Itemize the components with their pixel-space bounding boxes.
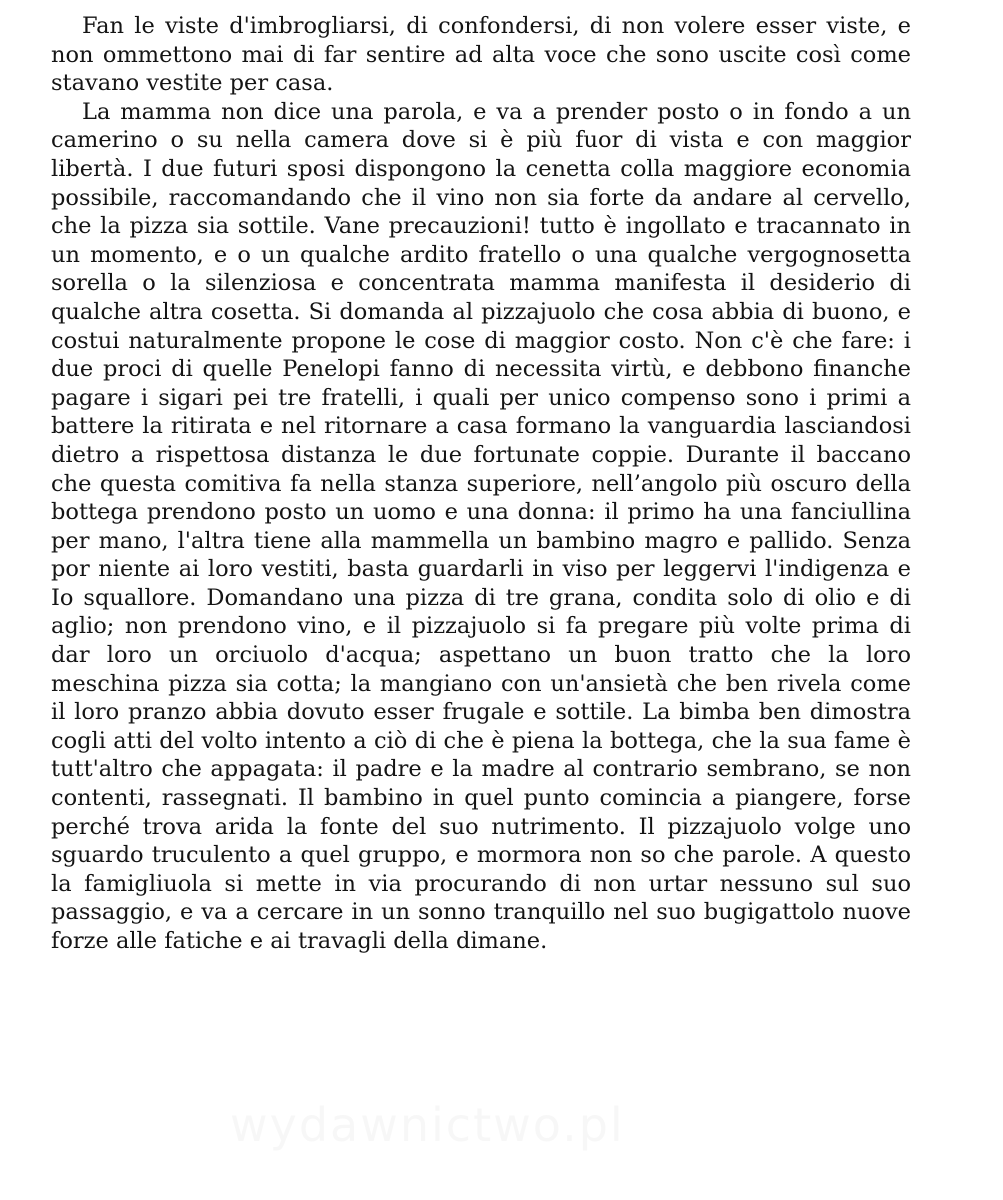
paragraph-2: La mamma non dice una parola, e va a prender posto o in fondo a un camerino o su nella camera dove si è più fuor di vista e con maggior libertà. I due futuri sposi dispongono la cenetta colla maggiore economia possibile, raccomandando che il vino non sia forte da andare al cervello, che la pizza sia sottile. Vane precauzioni! tutto è ingollato e tracannato in un momento, e o un qualche ardito fratello o una qualche vergognosetta sorella o la silenziosa e concentrata mamma manifesta il desiderio di qualche altra cosetta. Si domanda al pizzajuolo che cosa abbia di buono, e costui naturalmente propone le cose di maggior costo. Non c'è che fare: i due proci di quelle Penelopi fanno di necessita virtù, e debbono finanche pagare i sigari pei tre fratelli, i quali per unico compenso sono i primi a battere la ritirata e nel ritornare a casa formano la vanguardia lasciandosi dietro a rispettosa distanza le due fortunate coppie. Durante il baccano che questa comitiva fa nella stanza superiore, nell’angolo più oscuro della bottega prendono posto un uomo e una donna: il primo ha una fanciullina per mano, l'altra tiene alla mammella un bambino magro e pallido. Senza por niente ai loro vestiti, basta guardarli in viso per leggervi l'indigenza e Io squallore. Domandano una pizza di tre grana, condita solo di olio e di aglio; non prendono vino, e il pizzajuolo si fa pregare più volte prima di dar loro un orciuolo d'acqua; aspettano un buon tratto che la loro meschina pizza sia cotta; la mangiano con un'ansietà che ben rivela come il loro pranzo abbia dovuto esser frugale e sottile. La bimba ben dimostra cogli atti del volto intento a ciò di che è piena la bottega, che la sua fame è tutt'altro che appagata: il padre e la madre al contrario sembrano, se non contenti, rassegnati. Il bambino in quel punto comincia a piangere, forse perché trova arida la fonte del suo nutrimento. Il pizzajuolo volge uno sguardo truculento a quel gruppo, e mormora non so che parole. A questo la famigliuola si mette in via procurando di non urtar nessuno sul suo passaggio, e va a cercare in un sonno tranquillo nel suo bugigattolo nuove forze alle fatiche e ai travagli della dimane. [51, 98, 911, 954]
document-page [51, 12, 911, 956]
paragraph-1: Fan le viste d'imbrogliarsi, di confondersi, di non volere esser viste, e non ommettono mai di far sentire ad alta voce che sono uscite così come stavano vestite per casa. [51, 13, 911, 97]
watermark: wydawnictwo.pl [230, 1098, 625, 1152]
